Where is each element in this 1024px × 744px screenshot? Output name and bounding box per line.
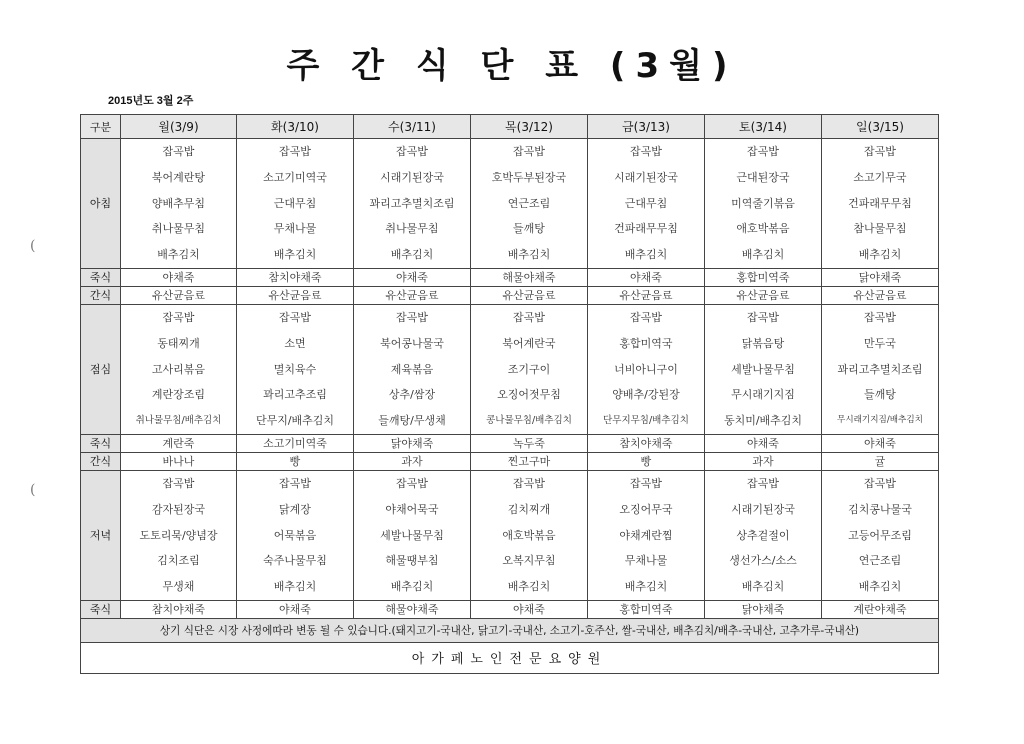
menu-item: 근대된장국 (736, 170, 790, 184)
menu-item: 애호박볶음 (502, 528, 556, 542)
meal-label-snack: 간식 (81, 452, 121, 470)
menu-item: 잡곡밥 (396, 476, 428, 490)
lunch-cell (121, 304, 237, 434)
scan-mark: ( (30, 482, 36, 498)
dinner-cell (588, 470, 705, 600)
weekly-menu-table (80, 114, 939, 674)
menu-item: 배추김치 (273, 580, 317, 594)
menu-item: 잡곡밥 (279, 310, 311, 324)
menu-item: 김치찌개 (507, 502, 551, 516)
origin-notice: 상기 식단은 시장 사정에따라 변동 될 수 있습니다.(돼지고기-국내산, 닭고기-국내산, 소고기-호주산, 쌀-국내산, 배추김치/배추-국내산, 고추가루-국내산) (81, 618, 939, 642)
porridge-cell: 홍합미역죽 (705, 268, 822, 286)
menu-item: 잡곡밥 (513, 145, 545, 158)
menu-item: 도토리묵/양념장 (139, 528, 218, 542)
menu-item: 잡곡밥 (513, 476, 545, 490)
menu-item: 오징어무국 (619, 502, 673, 516)
dinner-cell (354, 470, 471, 600)
dinner-cell (237, 470, 354, 600)
menu-item: 배추김치 (273, 248, 317, 262)
menu-item: 김치조림 (157, 554, 200, 568)
menu-item: 시래기된장국 (614, 170, 678, 184)
menu-item: 잡곡밥 (630, 145, 662, 158)
snack-cell: 유산균음료 (588, 286, 705, 304)
menu-item: 연근조림 (507, 196, 551, 210)
menu-item: 잡곡밥 (630, 476, 662, 490)
menu-item: 제육볶음 (390, 362, 434, 376)
snack-cell: 유산균음료 (822, 286, 939, 304)
lunch-cell (822, 304, 939, 434)
menu-item: 건파래무무침 (848, 196, 912, 210)
menu-item: 소고기무국 (853, 170, 907, 184)
menu-item: 김치콩나물국 (848, 502, 912, 516)
menu-item: 배추김치 (741, 580, 785, 594)
menu-item: 취나물무침 (151, 222, 206, 236)
menu-item: 꽈리고추멸치조림 (369, 196, 455, 210)
porridge-cell: 참치야채죽 (237, 268, 354, 286)
menu-item: 배추김치 (157, 248, 200, 262)
menu-item: 잡곡밥 (747, 310, 779, 324)
header-day: 일(3/15) (822, 115, 939, 139)
menu-item: 애호박볶음 (736, 222, 790, 236)
porridge-cell: 야채죽 (121, 268, 237, 286)
menu-item: 상추겉절이 (736, 528, 790, 542)
menu-item: 잡곡밥 (396, 310, 428, 324)
lunch-cell (354, 304, 471, 434)
organization-name: 아가페노인전문요양원 (81, 642, 939, 673)
menu-item: 북어계란탕 (151, 170, 206, 184)
snack-cell: 유산균음료 (705, 286, 822, 304)
porridge-cell: 닭야채죽 (354, 434, 471, 452)
menu-item: 연근조림 (858, 554, 902, 568)
menu-item: 단무지무침/배추김치 (603, 415, 689, 427)
breakfast-cell (354, 139, 471, 269)
menu-item: 무시래기지짐 (731, 388, 795, 402)
menu-item: 고등어무조림 (848, 528, 912, 542)
menu-item: 감자된장국 (151, 502, 206, 516)
menu-item: 잡곡밥 (864, 145, 896, 158)
snack-cell: 빵 (588, 452, 705, 470)
menu-item: 해물땡부침 (385, 554, 439, 568)
menu-item: 참나물무침 (853, 222, 907, 236)
lunch-cell (705, 304, 822, 434)
menu-item: 야채계란찜 (619, 528, 673, 542)
menu-item: 북어콩나물국 (380, 336, 444, 350)
porridge-cell: 야채죽 (237, 600, 354, 618)
menu-item: 고사리볶음 (151, 362, 206, 376)
menu-item: 북어계란국 (502, 336, 556, 350)
porridge-cell: 참치야채죽 (121, 600, 237, 618)
menu-item: 취나물무침/배추김치 (135, 415, 222, 427)
breakfast-cell (121, 139, 237, 269)
snack-cell: 과자 (354, 452, 471, 470)
breakfast-cell (705, 139, 822, 269)
header-day: 수(3/11) (354, 115, 471, 139)
menu-item: 멸치육수 (273, 362, 317, 376)
menu-item: 만두국 (864, 336, 896, 350)
dinner-cell (822, 470, 939, 600)
menu-item: 오징어젓무침 (497, 388, 561, 402)
porridge-cell: 닭야채죽 (705, 600, 822, 618)
menu-item: 잡곡밥 (279, 476, 311, 490)
menu-item: 너비아니구이 (614, 362, 678, 376)
header-day: 화(3/10) (237, 115, 354, 139)
menu-item: 닭볶음탕 (741, 336, 785, 350)
menu-item: 양배추/강된장 (612, 388, 680, 402)
menu-item: 동치미/배추김치 (723, 414, 803, 428)
meal-label-lunch: 점심 (81, 304, 121, 434)
menu-item: 잡곡밥 (279, 145, 311, 158)
meal-label-breakfast: 아침 (81, 139, 121, 269)
header-row (81, 115, 939, 139)
menu-item: 단무지/배추김치 (255, 414, 335, 428)
menu-item: 동태찌개 (157, 336, 200, 350)
menu-item: 배추김치 (624, 248, 668, 262)
menu-item: 배추김치 (858, 580, 902, 594)
week-label: 2015년도 3월 2주 (108, 95, 194, 107)
menu-item: 무채나물 (624, 554, 668, 568)
lunch-cell (588, 304, 705, 434)
snack-row (81, 452, 939, 470)
menu-item: 잡곡밥 (864, 310, 896, 324)
porridge-cell: 해물야채죽 (354, 600, 471, 618)
meal-label-snack: 간식 (81, 286, 121, 304)
page-title: 주 간 식 단 표 (3월) (286, 46, 738, 86)
menu-item: 무채나물 (273, 222, 317, 236)
snack-cell: 유산균음료 (237, 286, 354, 304)
lunch-cell (237, 304, 354, 434)
header-day: 월(3/9) (121, 115, 237, 139)
menu-item: 들깨탕 (864, 388, 896, 402)
porridge-cell: 해물야채죽 (471, 268, 588, 286)
menu-item: 잡곡밥 (396, 145, 428, 158)
menu-item: 잡곡밥 (162, 145, 195, 158)
organization-row (81, 642, 939, 673)
menu-item: 취나물무침 (385, 222, 439, 236)
breakfast-cell (822, 139, 939, 269)
porridge-row (81, 268, 939, 286)
menu-item: 상추/쌈장 (388, 388, 436, 402)
meal-label-porridge: 죽식 (81, 600, 121, 618)
menu-item: 배추김치 (390, 248, 434, 262)
breakfast-cell (237, 139, 354, 269)
menu-item: 무시래기지짐/배추김치 (837, 415, 923, 426)
snack-cell: 유산균음료 (121, 286, 237, 304)
menu-item: 근대무침 (624, 196, 668, 210)
scan-mark: ( (30, 238, 36, 254)
menu-item: 조기구이 (507, 362, 551, 376)
menu-item: 닭계장 (279, 502, 311, 516)
menu-item: 잡곡밥 (630, 310, 662, 324)
menu-item: 잡곡밥 (162, 310, 195, 324)
menu-item: 들깨탕/무생채 (378, 414, 446, 428)
menu-item: 잡곡밥 (864, 476, 896, 490)
snack-cell: 과자 (705, 452, 822, 470)
menu-item: 잡곡밥 (747, 476, 779, 490)
menu-item: 세발나물무침 (731, 362, 795, 376)
porridge-cell: 야채죽 (471, 600, 588, 618)
menu-item: 근대무침 (273, 196, 317, 210)
menu-item: 배추김치 (741, 248, 785, 262)
snack-cell: 유산균음료 (354, 286, 471, 304)
porridge-cell: 소고기미역죽 (237, 434, 354, 452)
porridge-row (81, 434, 939, 452)
snack-cell: 유산균음료 (471, 286, 588, 304)
dinner-cell (705, 470, 822, 600)
meal-label-dinner: 저녁 (81, 470, 121, 600)
menu-item: 소면 (284, 336, 306, 350)
porridge-cell: 야채죽 (822, 434, 939, 452)
porridge-cell: 녹두죽 (471, 434, 588, 452)
menu-item: 꽈리고추조림 (263, 388, 327, 402)
porridge-cell: 야채죽 (588, 268, 705, 286)
dinner-cell (471, 470, 588, 600)
menu-item: 배추김치 (507, 580, 551, 594)
porridge-cell: 닭야채죽 (822, 268, 939, 286)
header-day: 목(3/12) (471, 115, 588, 139)
menu-item: 미역줄기볶음 (731, 196, 795, 210)
menu-item: 꽈리고추멸치조림 (837, 362, 923, 376)
menu-item: 배추김치 (624, 580, 668, 594)
menu-item: 잡곡밥 (162, 476, 195, 490)
dinner-cell (121, 470, 237, 600)
porridge-row (81, 600, 939, 618)
porridge-cell: 야채죽 (354, 268, 471, 286)
menu-item: 배추김치 (858, 248, 902, 262)
menu-item: 야채어묵국 (385, 502, 439, 516)
porridge-cell: 계란야채죽 (822, 600, 939, 618)
snack-cell: 바나나 (121, 452, 237, 470)
header-gubun: 구분 (81, 115, 121, 139)
menu-item: 시래기된장국 (731, 502, 795, 516)
snack-row (81, 286, 939, 304)
menu-item: 양배추무침 (151, 196, 206, 210)
menu-item: 계란장조림 (151, 388, 206, 402)
menu-item: 생선가스/소스 (729, 554, 797, 568)
menu-item: 잡곡밥 (513, 310, 545, 324)
snack-cell: 찐고구마 (471, 452, 588, 470)
meal-label-porridge: 죽식 (81, 434, 121, 452)
breakfast-row (81, 139, 939, 269)
menu-item: 소고기미역국 (263, 170, 327, 184)
breakfast-cell (588, 139, 705, 269)
menu-item: 오복지무침 (502, 554, 556, 568)
menu-item: 건파래무무침 (614, 222, 678, 236)
header-day: 금(3/13) (588, 115, 705, 139)
menu-item: 어묵볶음 (273, 528, 317, 542)
porridge-cell: 참치야채죽 (588, 434, 705, 452)
snack-cell: 빵 (237, 452, 354, 470)
lunch-cell (471, 304, 588, 434)
menu-item: 호박두부된장국 (491, 170, 567, 184)
snack-cell: 귤 (822, 452, 939, 470)
porridge-cell: 홍합미역죽 (588, 600, 705, 618)
menu-item: 시래기된장국 (380, 170, 444, 184)
porridge-cell: 계란죽 (121, 434, 237, 452)
notice-row (81, 618, 939, 642)
dinner-row (81, 470, 939, 600)
menu-item: 배추김치 (507, 248, 551, 262)
menu-item: 잡곡밥 (747, 145, 779, 158)
menu-item: 들깨탕 (513, 222, 545, 236)
header-day: 토(3/14) (705, 115, 822, 139)
menu-item: 세발나물무침 (380, 528, 444, 542)
menu-item: 숙주나물무침 (263, 554, 327, 568)
menu-item: 무생채 (162, 580, 195, 594)
porridge-cell: 야채죽 (705, 434, 822, 452)
breakfast-cell (471, 139, 588, 269)
menu-item: 배추김치 (390, 580, 434, 594)
menu-item: 콩나물무침/배추김치 (486, 415, 572, 427)
lunch-row (81, 304, 939, 434)
meal-label-porridge: 죽식 (81, 268, 121, 286)
menu-item: 홍합미역국 (619, 336, 673, 350)
